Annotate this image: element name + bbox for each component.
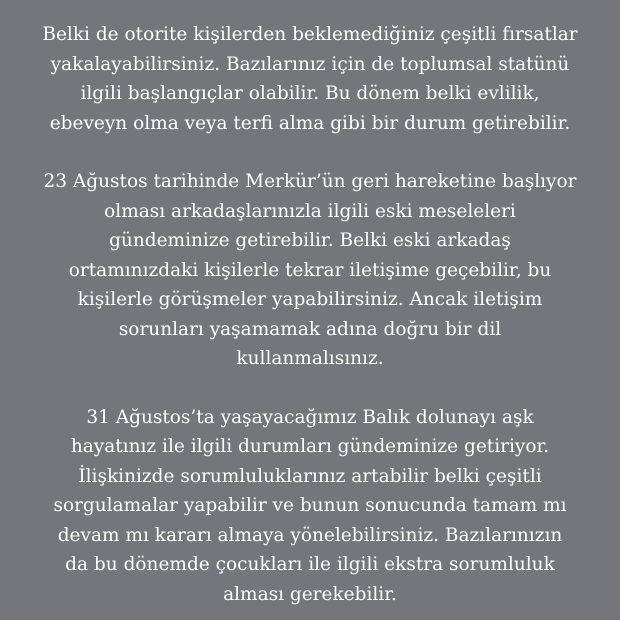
text-line: kişilerle görüşmeler yapabilirsiniz. Ancak iletişim — [77, 289, 543, 310]
text-line: da bu dönemde çocukları ile ilgili ekstra sorumluluk — [65, 554, 555, 575]
text-line: gündeminize getirebilir. Belki eski arkadaş — [109, 230, 511, 251]
text-line: sorunları yaşamamak adına doğru bir dil — [118, 318, 502, 340]
paragraph-mercury-retrograde — [8, 167, 612, 374]
text-line: sorgulamalar yapabilir ve bunun sonucunda tamam mı — [53, 495, 567, 516]
text-line: kullanmalısınız. — [236, 348, 384, 369]
paragraph-pisces-full-moon — [8, 403, 612, 610]
text-line: alması gerekebilir. — [223, 583, 397, 605]
text-line: ilgili başlangıçlar olabilir. Bu dönem belki evlilik, — [80, 83, 540, 104]
text-line: ebeveyn olma veya terfi alma gibi bir durum getirebilir. — [49, 112, 571, 134]
text-line: 23 Ağustos tarihinde Merkür’ün geri hareketine başlıyor — [43, 171, 577, 192]
text-line: yakalayabilirsiniz. Bazılarınız için de toplumsal statünü — [50, 53, 570, 75]
text-line: hayatınız ile ilgili durumları gündeminize getiriyor. — [70, 436, 550, 457]
text-line: olması arkadaşlarınızla ilgili eski meseleleri — [104, 200, 516, 222]
text-line: Belki de otorite kişilerden beklemediğiniz çeşitli fırsatlar — [42, 24, 578, 45]
text-line: 31 Ağustos’ta yaşayacağımız Balık dolunayı aşk — [86, 406, 534, 428]
text-line: İlişkinizde sorumluluklarınız artabilir belki çeşitli — [78, 465, 542, 487]
text-line: ortamınızdaki kişilerle tekrar iletişime geçebilir, bu — [68, 259, 552, 281]
text-line: devam mı kararı almaya yönelebilirsiniz. Bazılarınızın — [57, 524, 563, 546]
paragraph-authority-opportunities — [8, 20, 612, 138]
